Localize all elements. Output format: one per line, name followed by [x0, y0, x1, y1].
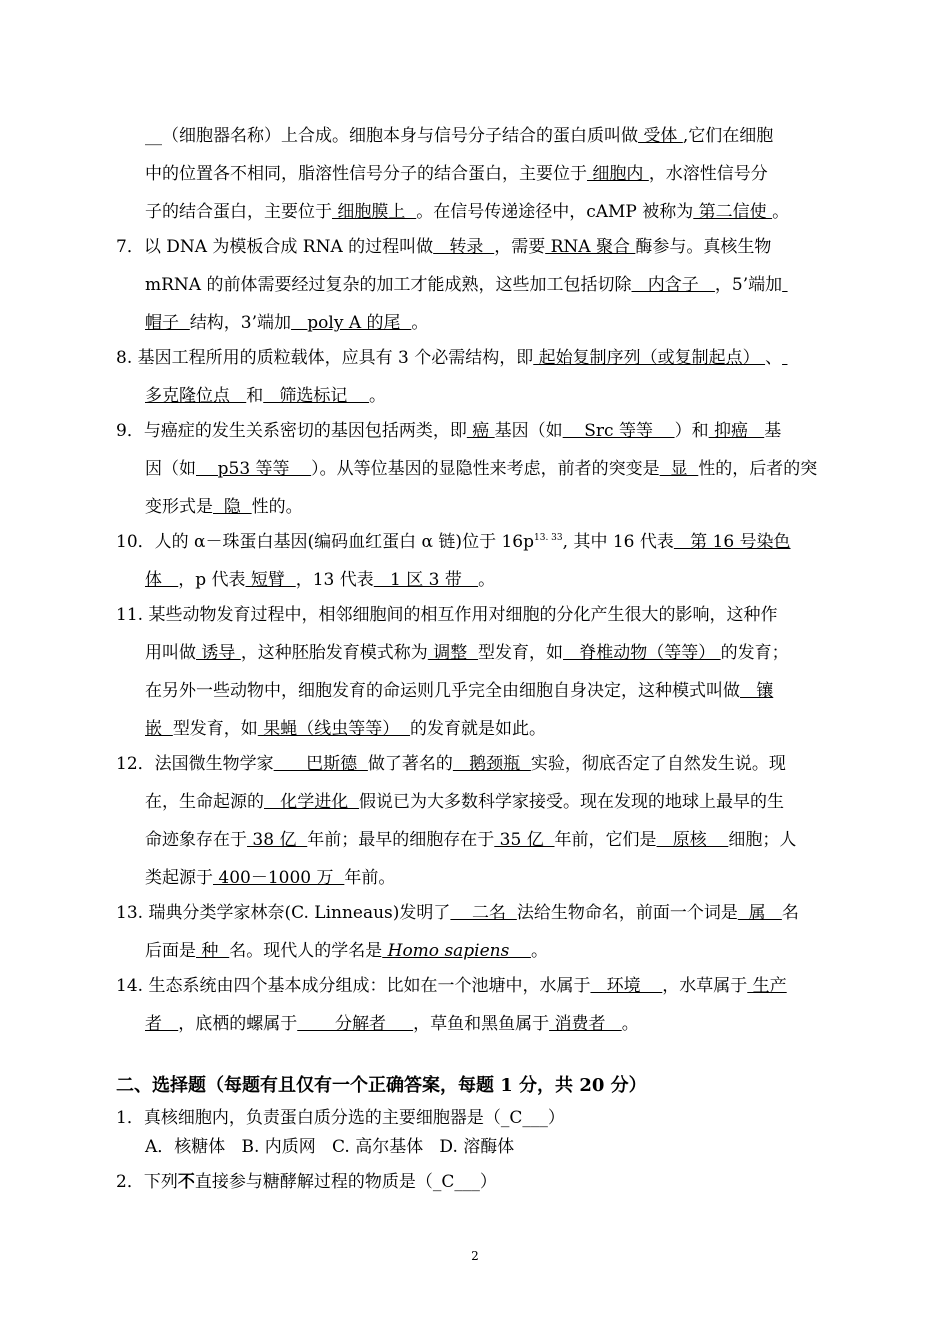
answer-blank: 化学进化: [264, 792, 360, 812]
q12-line-1: 12．法国微生物学家 巴斯德 做了著名的 鹅颈瓶 实验，彻底否定了自然发生说。现: [116, 754, 786, 774]
answer-blank: 二名: [450, 903, 517, 923]
answer-blank: 短臂: [245, 570, 296, 590]
answer-blank: 帽子: [145, 313, 190, 333]
q9-line-3: 变形式是 隐 性的。: [145, 497, 303, 517]
answer-blank: 消费者: [549, 1014, 622, 1034]
mc-q2: 2．下列不直接参与糖酵解过程的物质是（_C___）: [116, 1172, 497, 1192]
answer-blank: 癌: [466, 421, 495, 441]
answer-blank: p53 等等: [196, 459, 312, 479]
q7-line-2: mRNA 的前体需要经过复杂的加工才能成熟，这些加工包括切除 内含子 ，5’端加: [145, 275, 788, 295]
q9-line-2: 因（如 p53 等等 ）。从等位基因的显隐性来考虑，前者的突变是 显 性的，后者的突: [145, 459, 818, 479]
q14-line-1: 14. 生态系统由四个基本成分组成：比如在一个池塘中，水属于 环境 ，水草属于 生产: [116, 976, 787, 996]
answer-blank: 巴斯德: [273, 754, 368, 774]
q7-line-1: 7．以 DNA 为模板合成 RNA 的过程叫做 转录 ，需要 RNA 聚合 酶参与。真核生物: [116, 237, 772, 257]
answer-blank: poly A 的尾: [291, 313, 412, 333]
answer-blank: Homo sapiens: [382, 941, 531, 961]
answer-blank: 第 16 号染色: [673, 532, 791, 552]
q12-line-3: 命迹象存在于 38 亿 年前；最早的细胞存在于 35 亿 年前，它们是 原核 细胞；人: [145, 830, 797, 850]
q13-line-2: 后面是 种 名。现代人的学名是 Homo sapiens 。: [145, 941, 548, 961]
answer-blank: 属: [737, 903, 782, 923]
answer-blank: RNA 聚合: [545, 237, 636, 257]
answer-blank: 镶: [740, 681, 774, 701]
answer-blank: 38 亿: [247, 830, 308, 850]
answer-blank: 果蝇（线虫等等）: [257, 719, 411, 739]
q14-line-2: 者 ，底栖的螺属于 分解者 ，草鱼和黑鱼属于 消费者 。: [145, 1014, 639, 1034]
answer-blank: 种: [196, 941, 230, 961]
q11-line-1: 11. 某些动物发育过程中，相邻细胞间的相互作用对细胞的分化产生很大的影响，这种作: [116, 605, 778, 625]
answer-blank: 第二信使: [693, 202, 773, 222]
answer-blank: 嵌: [145, 719, 173, 739]
q8-line-1: 8. 基因工程所用的质粒载体，应具有 3 个必需结构，即 起始复制序列（或复制起点） 、: [116, 348, 787, 368]
answer-blank: 生产: [747, 976, 787, 996]
q11-line-4: 嵌 型发育，如 果蝇（线虫等等） 的发育就是如此。: [145, 719, 547, 739]
q11-line-2: 用叫做 诱导 ，这种胚胎发育模式称为 调整 型发育，如 脊椎动物（等等） 的发育；: [145, 643, 789, 663]
answer-blank: 体: [145, 570, 179, 590]
q6-line-3: 子的结合蛋白，主要位于 细胞膜上 。在信号传递途径中，cAMP 被称为 第二信使 。: [145, 202, 790, 222]
q6-line-2: 中的位置各不相同，脂溶性信号分子的结合蛋白，主要位于 细胞内 ，水溶性信号分: [145, 164, 768, 184]
answer-blank: _C___: [500, 1108, 548, 1128]
q10-line-2: 体 ，p 代表 短臂 ，13 代表 1 区 3 带 。: [145, 570, 496, 590]
answer-blank: 筛选标记: [263, 386, 370, 406]
answer-blank: 显: [659, 459, 699, 479]
answer-blank: 35 亿: [494, 830, 555, 850]
answer-blank: 1 区 3 带: [373, 570, 479, 590]
answer-blank: 抑癌: [708, 421, 765, 441]
superscript: 13. 33: [534, 533, 563, 543]
mc-q1-options: A．核糖体 B. 内质网 C. 高尔基体 D. 溶酶体: [145, 1137, 515, 1157]
answer-blank: 诱导: [196, 643, 241, 663]
answer-blank: 细胞膜上: [332, 202, 417, 222]
answer-blank: 400－1000 万: [213, 868, 345, 888]
answer-blank: 者: [145, 1014, 179, 1034]
section-heading: 二、选择题（每题有且仅有一个正确答案，每题 1 分，共 20 分）: [116, 1075, 647, 1096]
answer-blank: 环境: [590, 976, 663, 996]
q8-line-2: 多克隆位点 和 筛选标记 。: [145, 386, 387, 406]
answer-blank: 隐: [213, 497, 252, 517]
answer-blank: 转录: [433, 237, 495, 257]
q13-line-1: 13. 瑞典分类学家林奈(C. Linneaus)发明了 二名 法给生物命名，前面一个词是 属 名: [116, 903, 799, 923]
q12-line-4: 类起源于 400－1000 万 年前。: [145, 868, 396, 888]
answer-blank: 原核: [656, 830, 729, 850]
q12-line-2: 在，生命起源的 化学进化 假说已为大多数科学家接受。现在发现的地球上最早的生: [145, 792, 785, 812]
answer-blank: 分解者: [297, 1014, 414, 1034]
answer-blank: Src 等等: [562, 421, 675, 441]
answer-blank: 细胞内: [587, 164, 649, 184]
answer-blank: _C___: [432, 1172, 480, 1192]
q10-line-1: 10．人的 α－珠蛋白基因(编码血红蛋白 α 链)位于 $16p^{13. 33}$, 其中 16 代表 第 16 号染色: [116, 532, 791, 552]
answer-blank: [782, 275, 787, 295]
answer-blank: 鹅颈瓶: [452, 754, 531, 774]
answer-blank: 多克隆位点: [145, 386, 247, 406]
answer-blank: [782, 348, 787, 368]
answer-blank: 起始复制序列（或复制起点）: [533, 348, 766, 368]
page-number: 2: [471, 1249, 479, 1263]
answer-blank: 内含子: [631, 275, 715, 295]
answer-blank: 脊椎动物（等等）: [563, 643, 721, 663]
q11-line-3: 在另外一些动物中，细胞发育的命运则几乎完全由细胞自身决定，这种模式叫做 镶: [145, 681, 774, 701]
q6-line-1: __（细胞器名称）上合成。细胞本身与信号分子结合的蛋白质叫做 受体 ,它们在细胞: [145, 126, 774, 146]
answer-blank: 调整: [427, 643, 479, 663]
q7-line-3: 帽子 结构，3’端加 poly A 的尾 。: [145, 313, 429, 333]
answer-blank: 受体: [638, 126, 683, 146]
q9-line-1: 9．与癌症的发生关系密切的基因包括两类，即 癌 基因（如 Src 等等 ）和 抑癌 基: [116, 421, 782, 441]
mc-q1: 1．真核细胞内，负责蛋白质分选的主要细胞器是（_C___）: [116, 1108, 565, 1128]
